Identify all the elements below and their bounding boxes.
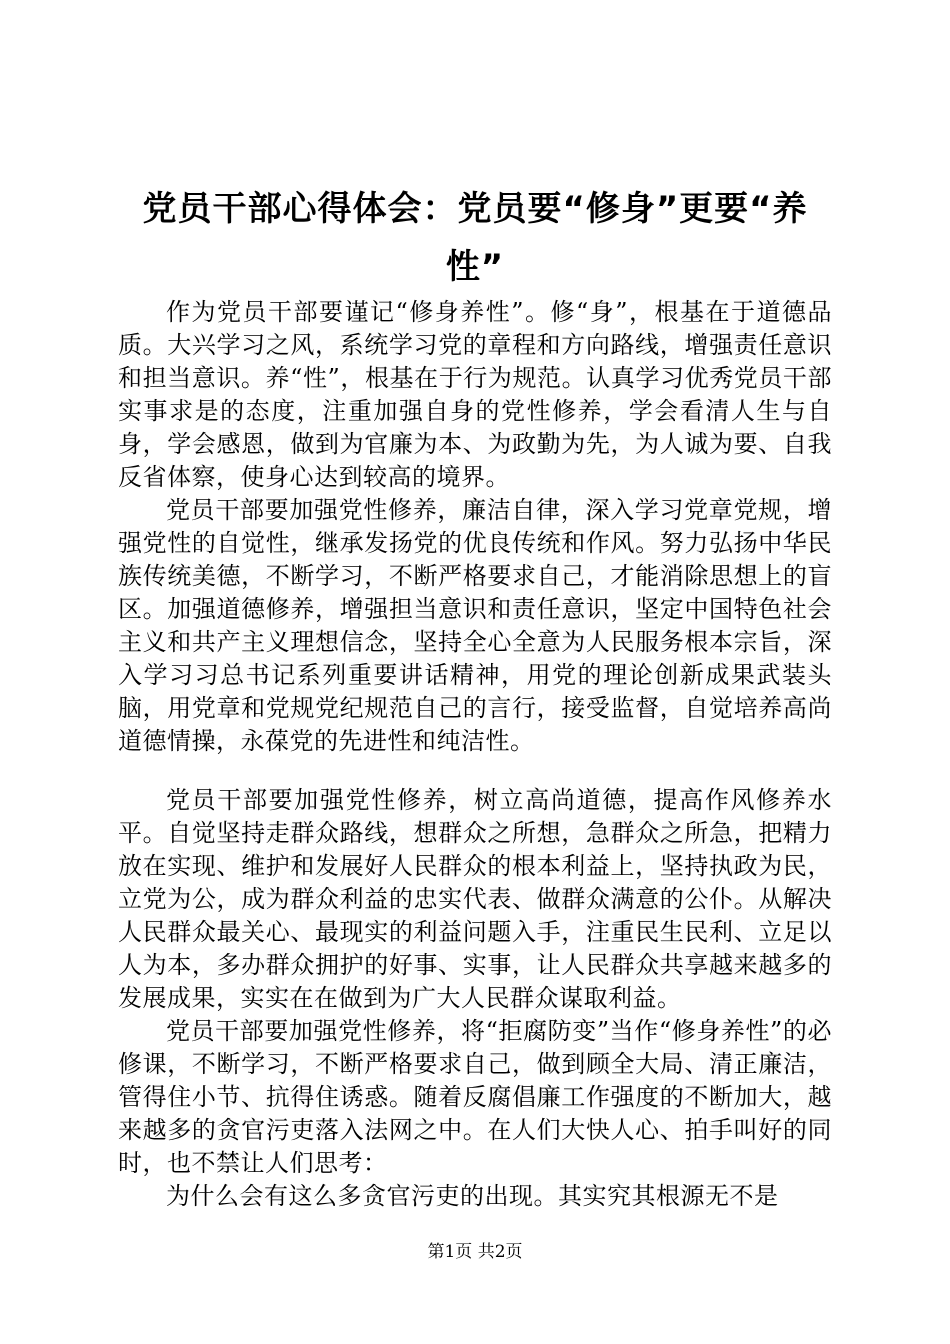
paragraph-gap: [118, 758, 832, 784]
paragraph-2: 党员干部要加强党性修养，廉洁自律，深入学习党章党规，增强党性的自觉性，继承发扬党的优良传统和作风。努力弘扬中华民族传统美德，不断学习，不断严格要求自己，才能消除思想上的盲区。加强道德修养，增强担当意识和责任意识，坚定中国特色社会主义和共产主义理想信念，坚持全心全意为人民服务根本宗旨，深入学习习总书记系列重要讲话精神，用党的理论创新成果武装头脑，用党章和党规党纪规范自己的言行，接受监督，自觉培养高尚道德情操，永葆党的先进性和纯洁性。: [118, 496, 832, 755]
document-title: 党员干部心得体会：党员要“修身”更要“养性”: [142, 189, 808, 287]
paragraph-4: 党员干部要加强党性修养，将“拒腐防变”当作“修身养性”的必修课，不断学习，不断严格要求自己，做到顾全大局、清正廉洁，管得住小节、抗得住诱惑。随着反腐倡廉工作强度的不断加大，越来越多的贪官污吏落入法网之中。在人们大快人心、拍手叫好的同时，也不禁让人们思考：: [118, 1017, 832, 1177]
document-body: [118, 296, 832, 1213]
page-number-footer: 第1页 共2页: [427, 1242, 523, 1262]
paragraph-3: 党员干部要加强党性修养，树立高尚道德，提高作风修养水平。自觉坚持走群众路线，想群众之所想，急群众之所急，把精力放在实现、维护和发展好人民群众的根本利益上，坚持执政为民，立党为公，成为群众利益的忠实代表、做群众满意的公仆。从解决人民群众最关心、最现实的利益问题入手，注重民生民利、立足以人为本，多办群众拥护的好事、实事，让人民群众共享越来越多的发展成果，实实在在做到为广大人民群众谋取利益。: [118, 786, 832, 1012]
paragraph-5: 为什么会有这么多贪官污吏的出现。其实究其根源无不是: [166, 1182, 779, 1210]
paragraph-1: 作为党员干部要谨记“修身养性”。修“身”，根基在于道德品质。大兴学习之风，系统学习党的章程和方向路线，增强责任意识和担当意识。养“性”，根基在于行为规范。认真学习优秀党员干部实事求是的态度，注重加强自身的党性修养，学会看清人生与自身，学会感恩，做到为官廉为本、为政勤为先，为人诚为要、自我反省体察，使身心达到较高的境界。: [118, 298, 832, 491]
